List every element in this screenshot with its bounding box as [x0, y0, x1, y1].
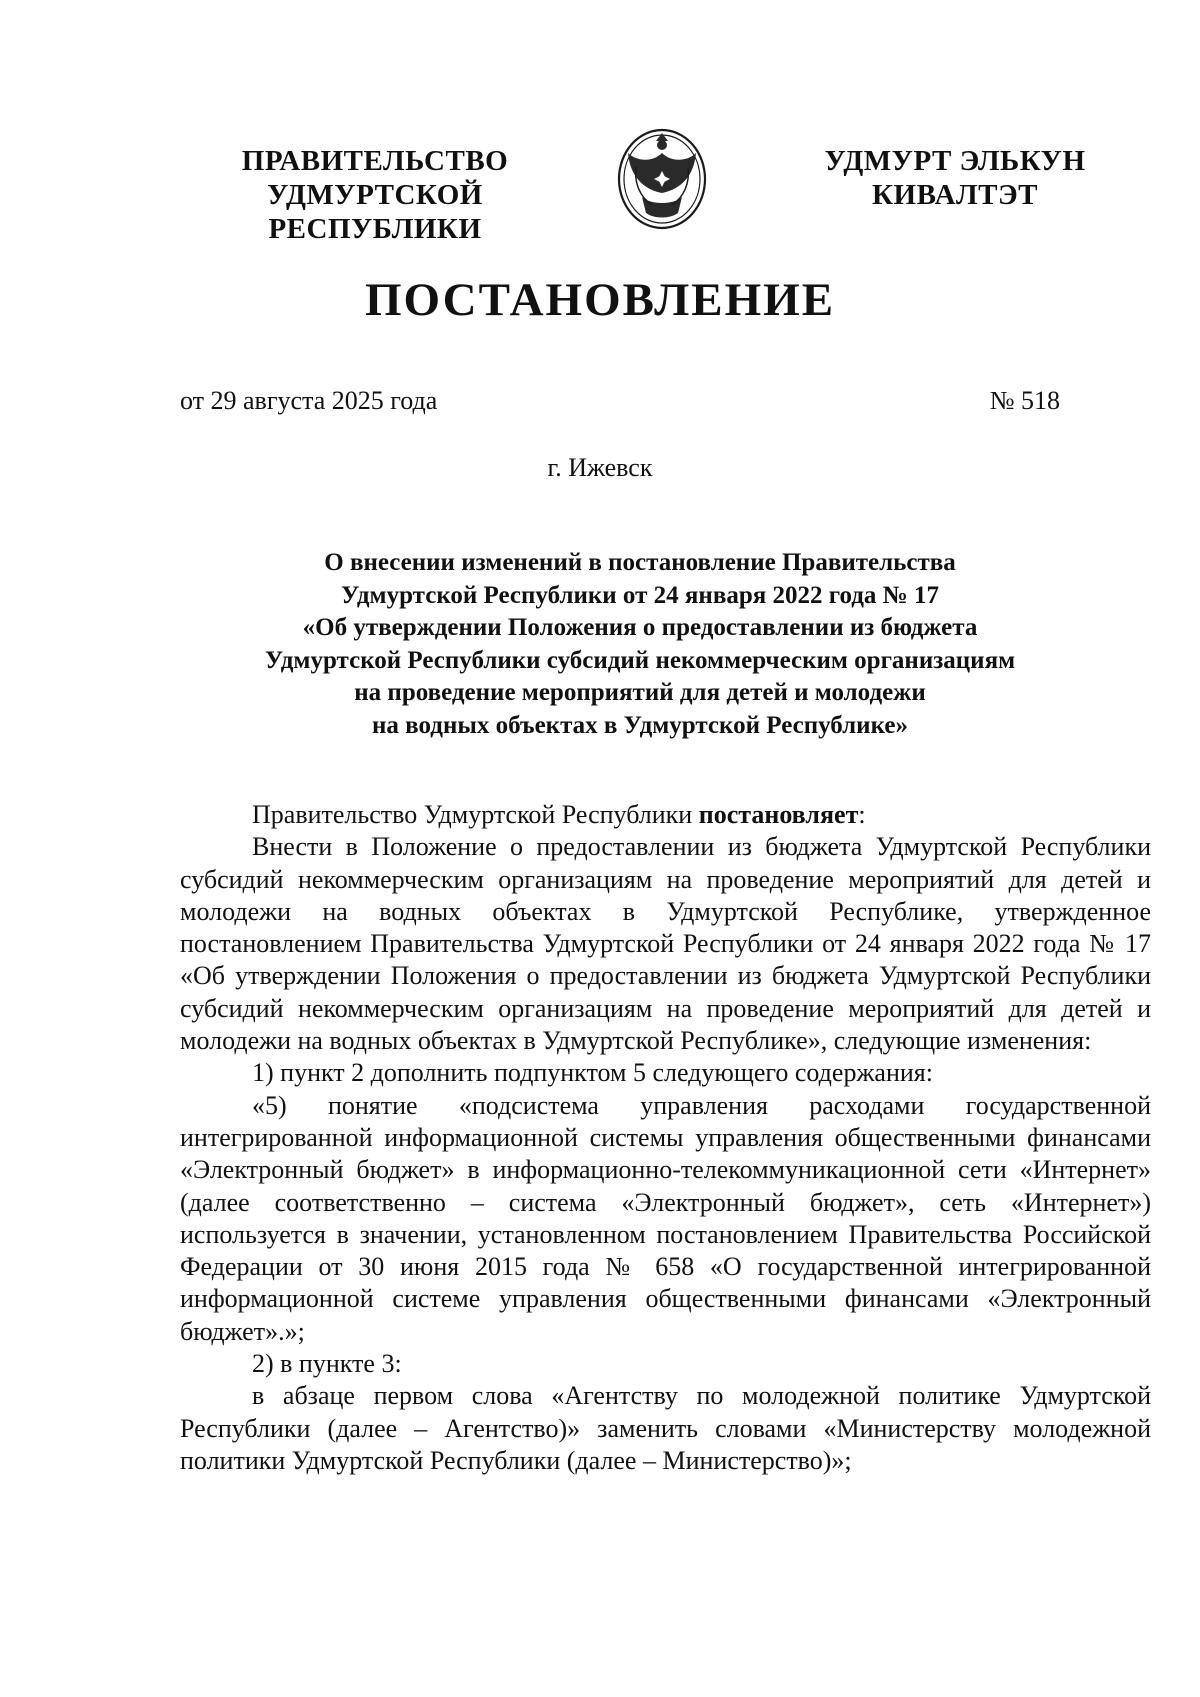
government-name-russian-line1: ПРАВИТЕЛЬСТВО	[241, 145, 509, 177]
document-city: г. Ижевск	[547, 453, 653, 482]
body-paragraph: Внести в Положение о предоставлении из бюджета Удмуртской Республики субсидий некоммерческим организациям на проведение мероприятий для детей и молодежи на водных объектах в Удмуртской Республике, утвержденное постановлением Правительства Удмуртской Республики от 24 января 2022 года № 17 «Об утверждении Положения о предоставлении из бюджета Удмуртской Республики субсидий некоммерческим организациям на проведение мероприятий для детей и молодежи на водных объектах в Удмуртской Республике», следующие изменения:	[180, 832, 1151, 1056]
document-subject	[200, 547, 1080, 742]
document-type-title: ПОСТАНОВЛЕНИЕ	[364, 274, 836, 326]
government-name-russian	[160, 144, 590, 246]
preamble-paragraph	[180, 799, 1151, 831]
preamble-verb: постановляет	[698, 800, 859, 829]
subject-line: О внесении изменений в постановление Правительства	[324, 549, 956, 576]
body-paragraph: в абзаце первом слова «Агентству по молодежной политике Удмуртской Республики (далее – Агентство)» заменить словами «Министерству молодежной политики Удмуртской Республики (далее – Министерство)»;	[180, 1381, 1151, 1475]
government-name-udmurt-line1: УДМУРТ ЭЛЬКУН	[824, 145, 1086, 177]
body-paragraph: 2) в пункте 3:	[252, 1349, 402, 1379]
document-date: от 29 августа 2025 года	[180, 386, 438, 415]
document-body	[180, 799, 1151, 1477]
government-name-russian-line2: УДМУРТСКОЙ РЕСПУБЛИКИ	[267, 179, 483, 245]
subject-line: Удмуртской Республики от 24 января 2022 года № 17	[340, 581, 940, 609]
subject-line: «Об утверждении Положения о предоставлении из бюджета	[302, 614, 978, 641]
subject-line: на проведение мероприятий для детей и молодежи	[354, 679, 926, 706]
coat-of-arms-udmurtia-icon	[612, 123, 712, 233]
preamble-text: Правительство Удмуртской Республики	[252, 800, 699, 829]
body-paragraph: 1) пункт 2 дополнить подпунктом 5 следующего содержания:	[252, 1058, 933, 1088]
government-name-udmurt	[800, 144, 1110, 212]
government-name-udmurt-line2: КИВАЛТЭТ	[871, 179, 1038, 211]
subject-line: Удмуртской Республики субсидий некоммерческим организациям	[264, 646, 1016, 674]
document-header	[0, 140, 1200, 245]
body-paragraph: «5) понятие «подсистема управления расходами государственной интегрированной информационной системы управления общественными финансами «Электронный бюджет» в информационно-телекоммуникационной сети «Интернет» (далее соответственно – система «Электронный бюджет», сеть «Интернет») используется в значении, установленном постановлением Правительства Российской Федерации от 30 июня 2015 года № 658 «О государственной интегрированной информационной системе управления общественными финансами «Электронный бюджет».»;	[180, 1090, 1151, 1346]
subject-line: на водных объектах в Удмуртской Республике»	[372, 711, 908, 739]
document-number: № 518	[989, 386, 1060, 415]
preamble-tail: :	[858, 800, 866, 829]
